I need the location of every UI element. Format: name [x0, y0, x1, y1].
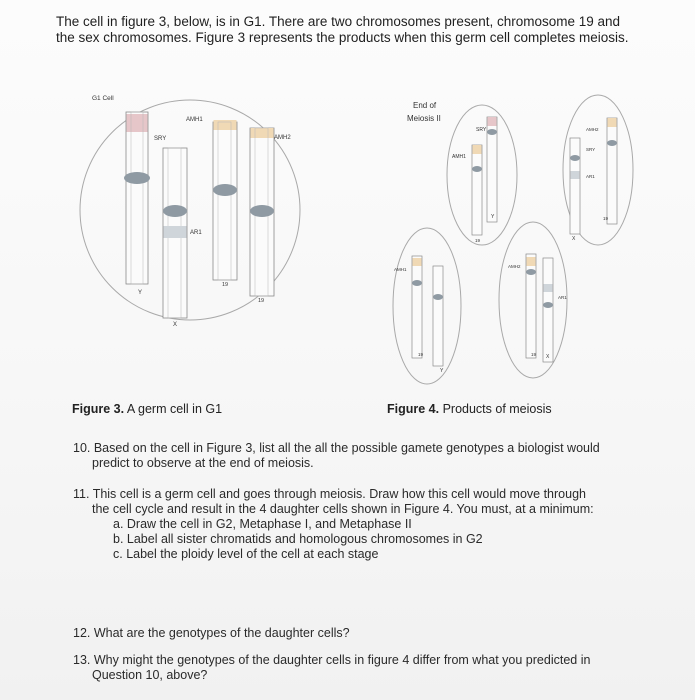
figure-4-caption-bold: Figure 4. — [387, 402, 440, 416]
c2-19-label: 19 — [603, 216, 609, 221]
question-11-item-a: a. Draw the cell in G2, Metaphase I, and Metaphase II — [113, 517, 412, 531]
c3-19-label: 19 — [418, 352, 424, 357]
question-11-item-b: b. Label all sister chromatids and homologous chromosomes in G2 — [113, 532, 483, 546]
chr19-label-b: 19 — [258, 298, 265, 304]
c4-19-label: 19 — [531, 352, 537, 357]
sry-label: SRY — [154, 136, 167, 142]
question-10-line-1: 10. Based on the cell in Figure 3, list all the all the possible gamete genotypes a biologist would — [73, 441, 600, 455]
intro-paragraph — [56, 14, 656, 46]
daughter-cell-4 — [499, 222, 567, 378]
figures-illustration — [0, 80, 695, 400]
c1-19-label: 19 — [475, 238, 481, 243]
c2-amh2-label: AMH2 — [586, 127, 599, 132]
figure-4-caption-text: Products of meiosis — [439, 402, 552, 416]
question-13-line-2: Question 10, above? — [92, 668, 208, 682]
figure-3-caption-text: A germ cell in G1 — [124, 402, 223, 416]
daughter-cell-3 — [393, 228, 461, 384]
c2-x-label: X — [572, 236, 576, 242]
question-10-line-2: predict to observe at the end of meiosis. — [92, 456, 314, 470]
intro-line-1: The cell in figure 3, below, is in G1. There are two chromosomes present, chromosome 19 and — [56, 14, 621, 29]
x-chromosome — [163, 148, 202, 328]
ar1-label: AR1 — [190, 230, 202, 236]
question-11-item-c: c. Label the ploidy level of the cell at each stage — [113, 547, 379, 561]
amh1-label: AMH1 — [186, 117, 203, 123]
question-11-line-2: the cell cycle and result in the 4 daughter cells shown in Figure 4. You must, at a minimum: — [92, 502, 594, 516]
y-label: Y — [138, 290, 143, 296]
c3-y-label: Y — [440, 368, 444, 374]
g1-cell-label: G1 Cell — [92, 95, 114, 102]
c2-ar1-label: AR1 — [586, 174, 595, 179]
question-13-line-1: 13. Why might the genotypes of the daughter cells in figure 4 differ from what you predicted in — [73, 653, 591, 667]
question-11-line-1: 11. This cell is a germ cell and goes through meiosis. Draw how this cell would move through — [73, 487, 586, 501]
figure-4-products — [393, 95, 633, 384]
x-label: X — [173, 322, 178, 328]
amh2-label: AMH2 — [274, 135, 291, 141]
chromosome-19-amh1 — [186, 117, 237, 288]
chr19-label-a: 19 — [222, 282, 229, 288]
question-12: 12. What are the genotypes of the daughter cells? — [73, 626, 350, 640]
c4-amh2-label: AMH2 — [508, 264, 521, 269]
c1-sry-label: SRY — [476, 127, 487, 133]
c3-amh1-label: AMH1 — [394, 267, 407, 272]
c4-ar1-label: AR1 — [558, 295, 567, 300]
figure-3-g1-cell — [80, 95, 300, 328]
daughter-cell-2 — [563, 95, 633, 245]
fig4-title-line1: End of — [413, 101, 437, 110]
y-chromosome — [124, 112, 166, 296]
fig4-title-line2: Meiosis II — [407, 114, 441, 123]
c1-amh1-label: AMH1 — [452, 154, 466, 160]
c1-y-label: Y — [491, 214, 495, 220]
figure-3-caption — [72, 402, 222, 416]
daughter-cell-1 — [447, 105, 517, 245]
c4-x-label: X — [546, 354, 550, 360]
intro-line-2: the sex chromosomes. Figure 3 represents the products when this germ cell completes meiosis. — [56, 30, 629, 45]
c2-sry-label: SRY — [586, 147, 596, 152]
figure-3-caption-bold: Figure 3. — [72, 402, 125, 416]
figure-4-caption — [387, 402, 552, 416]
